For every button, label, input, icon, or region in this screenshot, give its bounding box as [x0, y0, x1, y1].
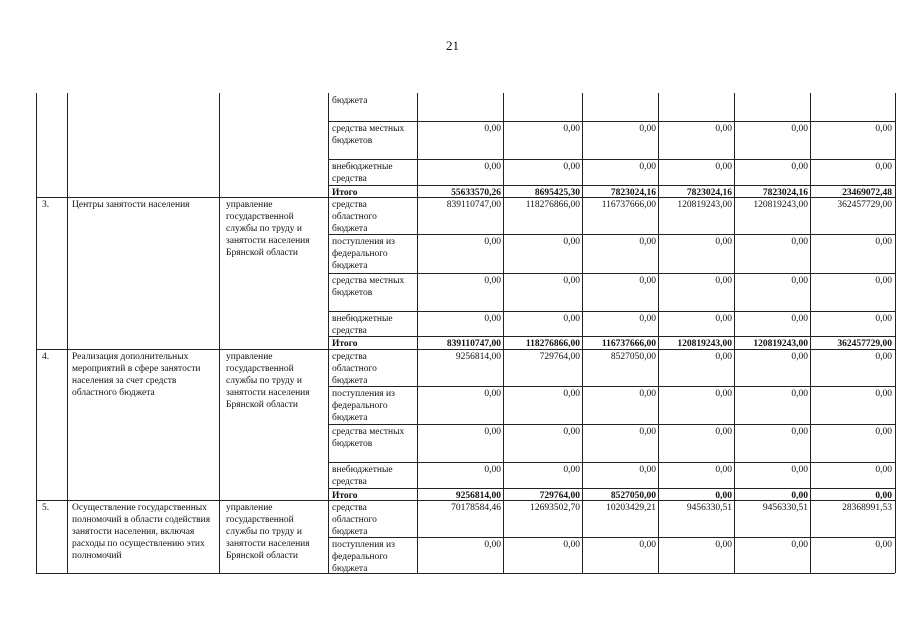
table-row — [36, 336, 896, 349]
amount-cell: 0,00 — [639, 276, 656, 286]
amount-cell: 118276866,00 — [525, 200, 580, 210]
amount-cell: 10203429,21 — [606, 503, 656, 513]
row-number: 4. — [42, 352, 50, 362]
row-number: 5. — [42, 503, 50, 513]
amount-cell: 0,00 — [875, 465, 892, 475]
amount-cell: 0,00 — [639, 162, 656, 172]
amount-cell: 0,00 — [563, 162, 580, 172]
amount-cell: 0,00 — [484, 427, 501, 437]
amount-cell: 0,00 — [715, 276, 732, 286]
responsible-agency: управление государственной службы по труду и занятости населения Брянской области — [226, 352, 310, 410]
amount-cell: 28368991,53 — [842, 503, 892, 513]
amount-cell: 0,00 — [791, 540, 808, 550]
amount-cell: 116737666,00 — [601, 200, 656, 210]
responsible-agency: управление государственной службы по труду и занятости населения Брянской области — [226, 200, 310, 258]
funding-source: средства местных бюджетов — [332, 124, 405, 146]
amount-cell: 839110747,00 — [446, 339, 501, 349]
funding-source: средства областного бюджета — [332, 200, 377, 234]
amount-cell: 0,00 — [715, 237, 732, 247]
budget-table — [36, 93, 896, 573]
responsible-agency: управление государственной службы по труду и занятости населения Брянской области — [226, 503, 310, 561]
amount-cell: 0,00 — [563, 237, 580, 247]
amount-cell: 0,00 — [639, 124, 656, 134]
amount-cell: 0,00 — [791, 427, 808, 437]
amount-cell: 0,00 — [715, 389, 732, 399]
amount-cell: 0,00 — [715, 427, 732, 437]
amount-cell: 0,00 — [639, 389, 656, 399]
amount-cell: 7823024,16 — [686, 188, 732, 198]
amount-cell: 0,00 — [484, 237, 501, 247]
amount-cell: 0,00 — [791, 314, 808, 324]
amount-cell: 12693502,70 — [530, 503, 580, 513]
amount-cell: 0,00 — [715, 124, 732, 134]
amount-cell: 0,00 — [875, 162, 892, 172]
table-row — [36, 462, 896, 488]
amount-cell: 9456330,51 — [686, 503, 732, 513]
funding-source: поступления из федерального бюджета — [332, 540, 395, 574]
amount-cell: 0,00 — [639, 427, 656, 437]
page-number: 21 — [446, 38, 459, 53]
amount-cell: 0,00 — [875, 491, 892, 501]
program-name: Центры занятости населения — [72, 200, 190, 210]
amount-cell: 0,00 — [715, 352, 732, 362]
total-label: Итого — [332, 339, 358, 349]
amount-cell: 0,00 — [791, 352, 808, 362]
amount-cell: 0,00 — [791, 389, 808, 399]
amount-cell: 9256814,00 — [455, 491, 501, 501]
amount-cell: 0,00 — [715, 162, 732, 172]
amount-cell: 0,00 — [639, 237, 656, 247]
funding-source: средства областного бюджета — [332, 503, 377, 537]
amount-cell: 729764,00 — [539, 352, 580, 362]
amount-cell: 9256814,00 — [455, 352, 501, 362]
amount-cell: 0,00 — [639, 465, 656, 475]
amount-cell: 0,00 — [791, 162, 808, 172]
amount-cell: 0,00 — [484, 124, 501, 134]
amount-cell: 8695425,30 — [534, 188, 580, 198]
amount-cell: 0,00 — [715, 465, 732, 475]
amount-cell: 118276866,00 — [525, 339, 580, 349]
amount-cell: 120819243,00 — [753, 339, 808, 349]
table-row — [36, 185, 896, 197]
amount-cell: 0,00 — [875, 352, 892, 362]
table-row — [36, 386, 896, 424]
amount-cell: 0,00 — [875, 540, 892, 550]
amount-cell: 0,00 — [875, 389, 892, 399]
funding-source: средства местных бюджетов — [332, 427, 405, 449]
amount-cell: 0,00 — [563, 314, 580, 324]
table-row — [36, 311, 896, 336]
funding-source: внебюджетные средства — [332, 465, 393, 487]
amount-cell: 8527050,00 — [610, 491, 656, 501]
amount-cell: 0,00 — [563, 276, 580, 286]
amount-cell: 0,00 — [791, 276, 808, 286]
amount-cell: 839110747,00 — [446, 200, 501, 210]
amount-cell: 0,00 — [715, 314, 732, 324]
amount-cell: 116737666,00 — [601, 339, 656, 349]
amount-cell: 0,00 — [563, 124, 580, 134]
table-row — [36, 537, 896, 573]
amount-cell: 70178584,46 — [451, 503, 501, 513]
amount-cell: 362457729,00 — [837, 339, 892, 349]
amount-cell: 0,00 — [875, 124, 892, 134]
amount-cell: 0,00 — [715, 540, 732, 550]
funding-source: средства областного бюджета — [332, 352, 377, 386]
funding-source: внебюджетные средства — [332, 314, 393, 336]
program-name: Осуществление государственных полномочий в области содействия занятости населения, включая расходы по осуществлению этих полномочий — [72, 503, 211, 561]
amount-cell: 0,00 — [791, 465, 808, 475]
program-name: Реализация дополнительных мероприятий в сфере занятости населения за счет средств областного бюджета — [72, 352, 201, 398]
amount-cell: 8527050,00 — [610, 352, 656, 362]
amount-cell: 0,00 — [563, 465, 580, 475]
amount-cell: 0,00 — [639, 314, 656, 324]
table-row — [36, 273, 896, 311]
amount-cell: 9456330,51 — [762, 503, 808, 513]
amount-cell: 0,00 — [484, 276, 501, 286]
total-label: Итого — [332, 188, 358, 198]
amount-cell: 7823024,16 — [610, 188, 656, 198]
amount-cell: 0,00 — [715, 491, 732, 501]
amount-cell: 0,00 — [484, 162, 501, 172]
funding-source: поступления из федерального бюджета — [332, 389, 395, 423]
amount-cell: 0,00 — [563, 427, 580, 437]
amount-cell: 7823024,16 — [762, 188, 808, 198]
table-row — [36, 234, 896, 273]
table-row — [36, 424, 896, 462]
amount-cell: 0,00 — [484, 389, 501, 399]
funding-source: поступления из федерального бюджета — [332, 237, 395, 271]
amount-cell: 0,00 — [484, 465, 501, 475]
funding-source: внебюджетные средства — [332, 162, 393, 184]
amount-cell: 0,00 — [484, 540, 501, 550]
funding-source: бюджета — [332, 96, 368, 106]
total-label: Итого — [332, 491, 358, 501]
amount-cell: 120819243,00 — [753, 200, 808, 210]
amount-cell: 0,00 — [875, 314, 892, 324]
amount-cell: 120819243,00 — [677, 200, 732, 210]
amount-cell: 0,00 — [563, 389, 580, 399]
funding-source: средства местных бюджетов — [332, 276, 405, 298]
amount-cell: 729764,00 — [539, 491, 580, 501]
amount-cell: 0,00 — [791, 124, 808, 134]
amount-cell: 0,00 — [875, 427, 892, 437]
amount-cell: 362457729,00 — [837, 200, 892, 210]
table-row — [36, 121, 896, 159]
amount-cell: 23469072,48 — [842, 188, 892, 198]
amount-cell: 0,00 — [875, 237, 892, 247]
table-row — [36, 93, 896, 121]
amount-cell: 55633570,26 — [451, 188, 501, 198]
table-row — [36, 159, 896, 185]
amount-cell: 0,00 — [563, 540, 580, 550]
row-number: 3. — [42, 200, 50, 210]
amount-cell: 0,00 — [639, 540, 656, 550]
amount-cell: 0,00 — [791, 237, 808, 247]
row-divider — [36, 573, 895, 574]
amount-cell: 0,00 — [875, 276, 892, 286]
amount-cell: 0,00 — [484, 314, 501, 324]
amount-cell: 120819243,00 — [677, 339, 732, 349]
amount-cell: 0,00 — [791, 491, 808, 501]
table-row — [36, 488, 896, 500]
